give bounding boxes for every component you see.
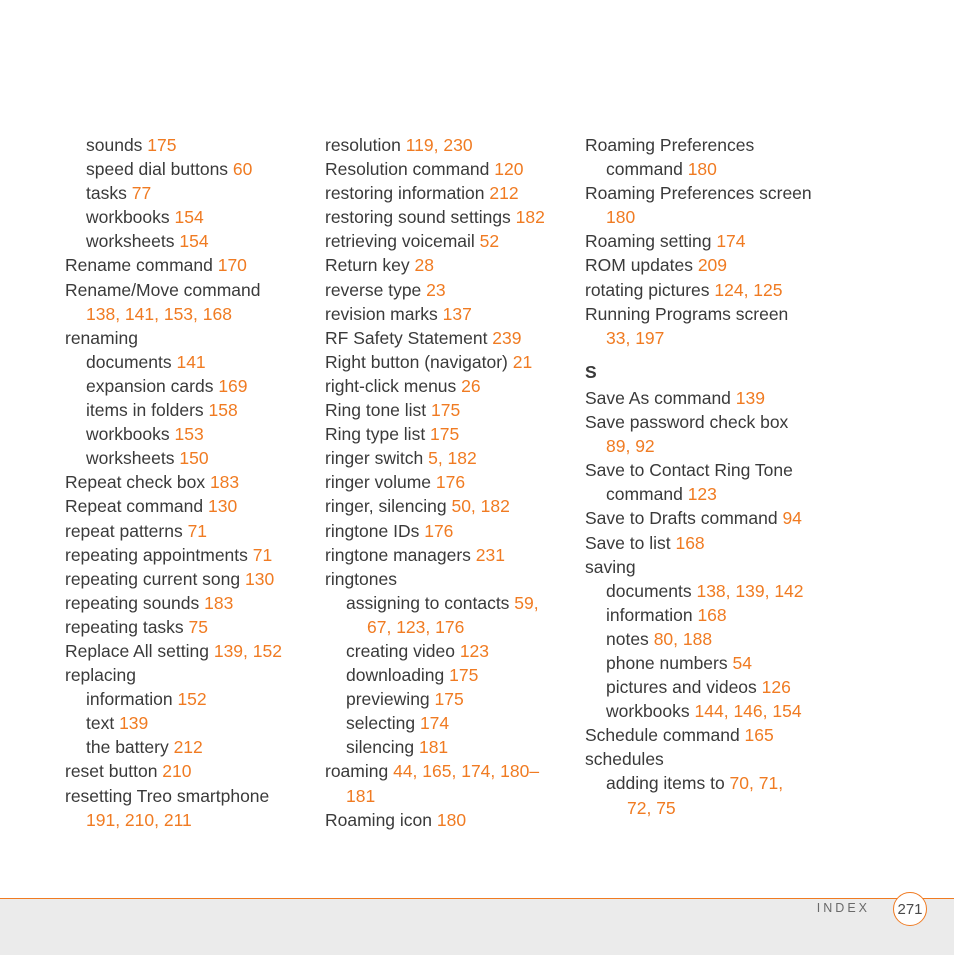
index-term: silencing — [346, 737, 419, 758]
page-reference-link[interactable]: 168 — [675, 532, 705, 553]
index-entry — [585, 278, 845, 302]
index-term: repeat patterns — [65, 520, 188, 541]
index-entry — [325, 205, 575, 229]
page-reference-link[interactable]: 50, 182 — [451, 496, 510, 517]
page-reference-link[interactable]: 67, 123, 176 — [367, 616, 465, 637]
index-entry — [65, 687, 310, 711]
index-entry — [585, 531, 845, 555]
index-term: schedules — [585, 749, 664, 770]
page-reference-link[interactable]: 5, 182 — [428, 448, 477, 469]
page-reference-link[interactable]: 141 — [176, 351, 206, 372]
index-entry — [325, 422, 575, 446]
page-reference-link[interactable]: 77 — [131, 183, 152, 204]
index-term: ringer, silencing — [325, 496, 452, 517]
index-term: workbooks — [606, 701, 695, 722]
index-entry — [585, 181, 845, 205]
index-entry — [325, 470, 575, 494]
index-term: revision marks — [325, 303, 443, 324]
page-reference-link[interactable]: 138, 139, 142 — [696, 580, 804, 601]
page-reference-link[interactable]: 21 — [512, 351, 533, 372]
index-entry — [585, 157, 845, 181]
page-reference-link[interactable]: 72, 75 — [627, 797, 676, 818]
index-entry — [65, 253, 310, 277]
index-entry — [585, 133, 845, 157]
index-entry — [65, 784, 310, 808]
index-term: Roaming setting — [585, 231, 717, 252]
page-reference-link[interactable]: 23 — [426, 279, 446, 300]
index-term: ringtone IDs — [325, 520, 425, 541]
page-reference-link[interactable]: 130 — [208, 496, 238, 517]
page-reference-link[interactable]: 180 — [436, 809, 467, 830]
index-term: ringer switch — [325, 448, 429, 469]
index-term: Repeat check box — [65, 472, 210, 493]
index-term: roaming — [325, 761, 394, 782]
index-term: repeating sounds — [65, 592, 205, 613]
index-term: RF Safety Statement — [325, 327, 493, 348]
index-entry — [65, 543, 310, 567]
index-term: adding items to — [606, 773, 730, 794]
index-entry — [325, 494, 575, 518]
page-reference-link[interactable]: 183 — [204, 592, 234, 613]
page-reference-link[interactable]: 139 — [119, 713, 149, 734]
page-reference-link[interactable]: 152 — [177, 689, 207, 710]
index-column-3 — [585, 133, 845, 820]
index-entry — [585, 482, 845, 506]
page-reference-link[interactable]: 165 — [744, 725, 774, 746]
index-entry — [325, 302, 575, 326]
index-entry — [325, 229, 575, 253]
index-term: information — [606, 604, 698, 625]
index-entry — [585, 229, 845, 253]
index-entry — [325, 639, 575, 663]
index-entry — [65, 133, 310, 157]
page-reference-link[interactable]: 60 — [232, 159, 253, 180]
index-entry — [325, 567, 575, 591]
index-term: Ring type list — [325, 424, 431, 445]
index-term: Save password check box — [585, 412, 789, 433]
page-reference-link[interactable]: 54 — [732, 652, 752, 673]
index-term: replacing — [65, 665, 137, 686]
index-entry — [325, 350, 575, 374]
page-reference-link[interactable]: 212 — [173, 737, 203, 758]
index-entry — [65, 302, 310, 326]
index-entry — [585, 302, 845, 326]
page-reference-link[interactable]: 231 — [475, 544, 505, 565]
index-entry — [65, 470, 310, 494]
page-reference-link[interactable]: 209 — [697, 255, 728, 276]
page-reference-link[interactable]: 71 — [187, 520, 208, 541]
index-entry — [585, 434, 845, 458]
index-term: information — [86, 689, 178, 710]
section-letter-heading: S — [585, 361, 597, 382]
index-entry — [65, 446, 310, 470]
index-entry — [65, 735, 310, 759]
index-term: Save to Drafts command — [585, 508, 783, 529]
index-term: pictures and videos — [606, 677, 762, 698]
index-entry — [325, 663, 575, 687]
page-reference-link[interactable]: 71 — [252, 544, 273, 565]
page-reference-link[interactable]: 139, 152 — [213, 640, 282, 661]
index-term: workbooks — [86, 424, 175, 445]
index-entry — [585, 555, 845, 579]
index-term: workbooks — [86, 207, 175, 228]
index-term: Repeat command — [65, 496, 208, 517]
index-entry — [325, 784, 575, 808]
page-reference-link[interactable]: 154 — [179, 231, 209, 252]
index-entry — [585, 326, 845, 350]
page-reference-link[interactable]: 150 — [179, 448, 209, 469]
index-term: Roaming Preferences — [585, 135, 755, 155]
index-entry — [585, 579, 845, 603]
index-entry — [65, 759, 310, 783]
index-entry — [65, 398, 310, 422]
index-term: right-click menus — [325, 375, 462, 396]
page-reference-link[interactable]: 180 — [606, 207, 636, 228]
index-term: tasks — [86, 183, 132, 204]
index-entry — [65, 422, 310, 446]
index-term: repeating current song — [65, 568, 245, 589]
page-number-badge: 271 — [893, 892, 927, 926]
index-entry — [585, 205, 845, 229]
index-term: downloading — [346, 665, 450, 686]
page-reference-link[interactable]: 191, 210, 211 — [86, 809, 192, 830]
index-term: assigning to contacts — [346, 592, 515, 613]
index-entry — [325, 446, 575, 470]
index-entry — [65, 205, 310, 229]
index-entry — [65, 567, 310, 591]
index-entry — [585, 458, 845, 482]
index-term: Save to list — [585, 532, 676, 553]
index-term: ringtones — [325, 568, 397, 589]
index-term: rotating pictures — [585, 279, 715, 300]
page-reference-link[interactable]: 123 — [459, 640, 490, 661]
page-reference-link[interactable]: 239 — [492, 327, 522, 348]
index-term: sounds — [86, 135, 148, 155]
index-entry — [65, 350, 310, 374]
index-entry — [65, 591, 310, 615]
page-reference-link[interactable]: 154 — [174, 207, 204, 228]
page-reference-link[interactable]: 212 — [489, 183, 519, 204]
index-term: documents — [606, 580, 697, 601]
index-term: Roaming icon — [325, 809, 437, 830]
index-term: ROM updates — [585, 255, 698, 276]
index-entry — [325, 278, 575, 302]
page-reference-link[interactable]: 181 — [418, 737, 449, 758]
index-entry — [585, 796, 845, 820]
page-reference-link[interactable]: 158 — [208, 400, 238, 421]
index-entry — [65, 519, 310, 543]
index-entry — [585, 410, 845, 434]
index-entry — [65, 157, 310, 181]
index-entry — [325, 374, 575, 398]
index-entry — [325, 157, 575, 181]
index-entry — [325, 615, 575, 639]
index-term: the battery — [86, 737, 174, 758]
index-term: Replace All setting — [65, 640, 214, 661]
index-entry — [65, 711, 310, 735]
page-reference-link[interactable]: 124, 125 — [714, 279, 783, 300]
page-reference-link[interactable]: 89, 92 — [606, 436, 655, 457]
index-entry — [325, 808, 575, 832]
index-entry — [585, 651, 845, 675]
index-entry — [65, 808, 310, 832]
index-term: items in folders — [86, 400, 209, 421]
index-term: previewing — [346, 689, 435, 710]
index-term: Ring tone list — [325, 400, 432, 421]
page-reference-link[interactable]: 176 — [435, 472, 466, 493]
index-entry — [65, 494, 310, 518]
index-entry — [585, 386, 845, 410]
index-entry — [325, 711, 575, 735]
index-entry — [585, 723, 845, 747]
index-entry — [65, 615, 310, 639]
page-reference-link[interactable]: 75 — [188, 616, 209, 637]
index-term: Return key — [325, 255, 415, 276]
page-reference-link[interactable]: 70, 71, — [729, 773, 784, 794]
page-reference-link[interactable]: 130 — [244, 568, 275, 589]
index-term: reset button — [65, 761, 163, 782]
index-term: speed dial buttons — [86, 159, 233, 180]
page-reference-link[interactable]: 176 — [424, 520, 454, 541]
page-reference-link[interactable]: 175 — [431, 400, 461, 421]
index-entry — [325, 759, 575, 783]
index-term: expansion cards — [86, 375, 219, 396]
index-term: phone numbers — [606, 652, 733, 673]
index-column-1 — [65, 133, 310, 832]
index-entry — [585, 675, 845, 699]
page-reference-link[interactable]: 168 — [697, 604, 727, 625]
index-entry — [325, 735, 575, 759]
index-entry — [585, 699, 845, 723]
index-term: text — [86, 713, 120, 734]
index-term: reverse type — [325, 279, 427, 300]
page-reference-link[interactable]: 144, 146, 154 — [694, 701, 802, 722]
index-entry — [65, 326, 310, 350]
index-entry — [585, 253, 845, 277]
index-entry — [325, 591, 575, 615]
index-term: retrieving voicemail — [325, 231, 480, 252]
index-term: Rename/Move command — [65, 279, 261, 300]
index-term: Roaming Preferences screen — [585, 183, 812, 204]
index-entry — [325, 253, 575, 277]
index-entry — [65, 278, 310, 302]
page-reference-link[interactable]: 210 — [162, 761, 192, 782]
page-reference-link[interactable]: 169 — [218, 375, 248, 396]
footer-section-label: INDEX — [816, 901, 870, 915]
index-entry — [585, 506, 845, 530]
index-term: command — [606, 159, 688, 180]
page-reference-link[interactable]: 175 — [449, 665, 479, 686]
index-term: notes — [606, 628, 654, 649]
index-term: repeating appointments — [65, 544, 253, 565]
index-term: worksheets — [86, 448, 180, 469]
index-term: restoring sound settings — [325, 207, 516, 228]
index-term: Right button (navigator) — [325, 351, 513, 372]
page-reference-link[interactable]: 59, — [514, 592, 539, 613]
page-reference-link[interactable]: 180 — [687, 159, 717, 180]
index-column-2 — [325, 133, 575, 832]
page-reference-link[interactable]: 33, 197 — [606, 327, 665, 348]
index-term: repeating tasks — [65, 616, 189, 637]
index-term: Running Programs screen — [585, 303, 789, 324]
index-entry — [65, 639, 310, 663]
page-reference-link[interactable]: 137 — [442, 303, 472, 324]
index-term: Save to Contact Ring Tone — [585, 460, 793, 481]
index-entry — [325, 133, 575, 157]
index-entry — [65, 663, 310, 687]
index-term: resolution — [325, 135, 406, 155]
page-reference-link[interactable]: 175 — [147, 135, 177, 155]
page-reference-link[interactable]: 170 — [217, 255, 247, 276]
index-term: renaming — [65, 327, 138, 348]
page-reference-link[interactable]: 181 — [346, 785, 376, 806]
index-entry — [325, 326, 575, 350]
index-entry — [325, 519, 575, 543]
index-term: ringtone managers — [325, 544, 476, 565]
index-term: Rename command — [65, 255, 218, 276]
index-entry — [65, 374, 310, 398]
index-term: resetting Treo smartphone — [65, 785, 270, 806]
page-reference-link[interactable]: 183 — [209, 472, 240, 493]
page-reference-link[interactable]: 26 — [461, 375, 481, 396]
page-reference-link[interactable]: 174 — [419, 713, 450, 734]
page-reference-link[interactable]: 119, 230 — [405, 135, 473, 155]
index-term: worksheets — [86, 231, 180, 252]
index-term: saving — [585, 556, 636, 577]
page-reference-link[interactable]: 80, 188 — [653, 628, 713, 649]
page-reference-link[interactable]: 52 — [479, 231, 500, 252]
page-reference-link[interactable]: 94 — [782, 508, 802, 529]
page-reference-link[interactable]: 175 — [430, 424, 460, 445]
page-reference-link[interactable]: 174 — [716, 231, 746, 252]
page-reference-link[interactable]: 123 — [687, 484, 717, 505]
index-entry — [585, 627, 845, 651]
index-entry — [325, 543, 575, 567]
page-reference-link[interactable]: 182 — [515, 207, 545, 228]
index-entry — [585, 603, 845, 627]
page-reference-link[interactable]: 120 — [494, 159, 524, 180]
index-entry — [65, 181, 310, 205]
index-entry — [325, 398, 575, 422]
page-reference-link[interactable]: 44, 165, 174, 180– — [393, 761, 540, 782]
index-term: Resolution command — [325, 159, 495, 180]
page-reference-link[interactable]: 126 — [761, 677, 791, 698]
index-term: restoring information — [325, 183, 490, 204]
index-term: Schedule command — [585, 725, 745, 746]
page-reference-link[interactable]: 175 — [434, 689, 464, 710]
index-entry — [585, 771, 845, 795]
index-entry — [65, 229, 310, 253]
page-reference-link[interactable]: 139 — [735, 387, 765, 408]
index-term: Save As command — [585, 387, 736, 408]
page-reference-link[interactable]: 28 — [414, 255, 434, 276]
page-reference-link[interactable]: 138, 141, 153, 168 — [86, 303, 232, 324]
footer-band — [0, 898, 954, 955]
index-term: ringer volume — [325, 472, 436, 493]
index-term: documents — [86, 351, 177, 372]
page-reference-link[interactable]: 153 — [174, 424, 204, 445]
index-term: command — [606, 484, 688, 505]
index-entry — [325, 181, 575, 205]
index-term: selecting — [346, 713, 420, 734]
index-entry — [325, 687, 575, 711]
index-entry — [585, 747, 845, 771]
index-term: creating video — [346, 640, 460, 661]
